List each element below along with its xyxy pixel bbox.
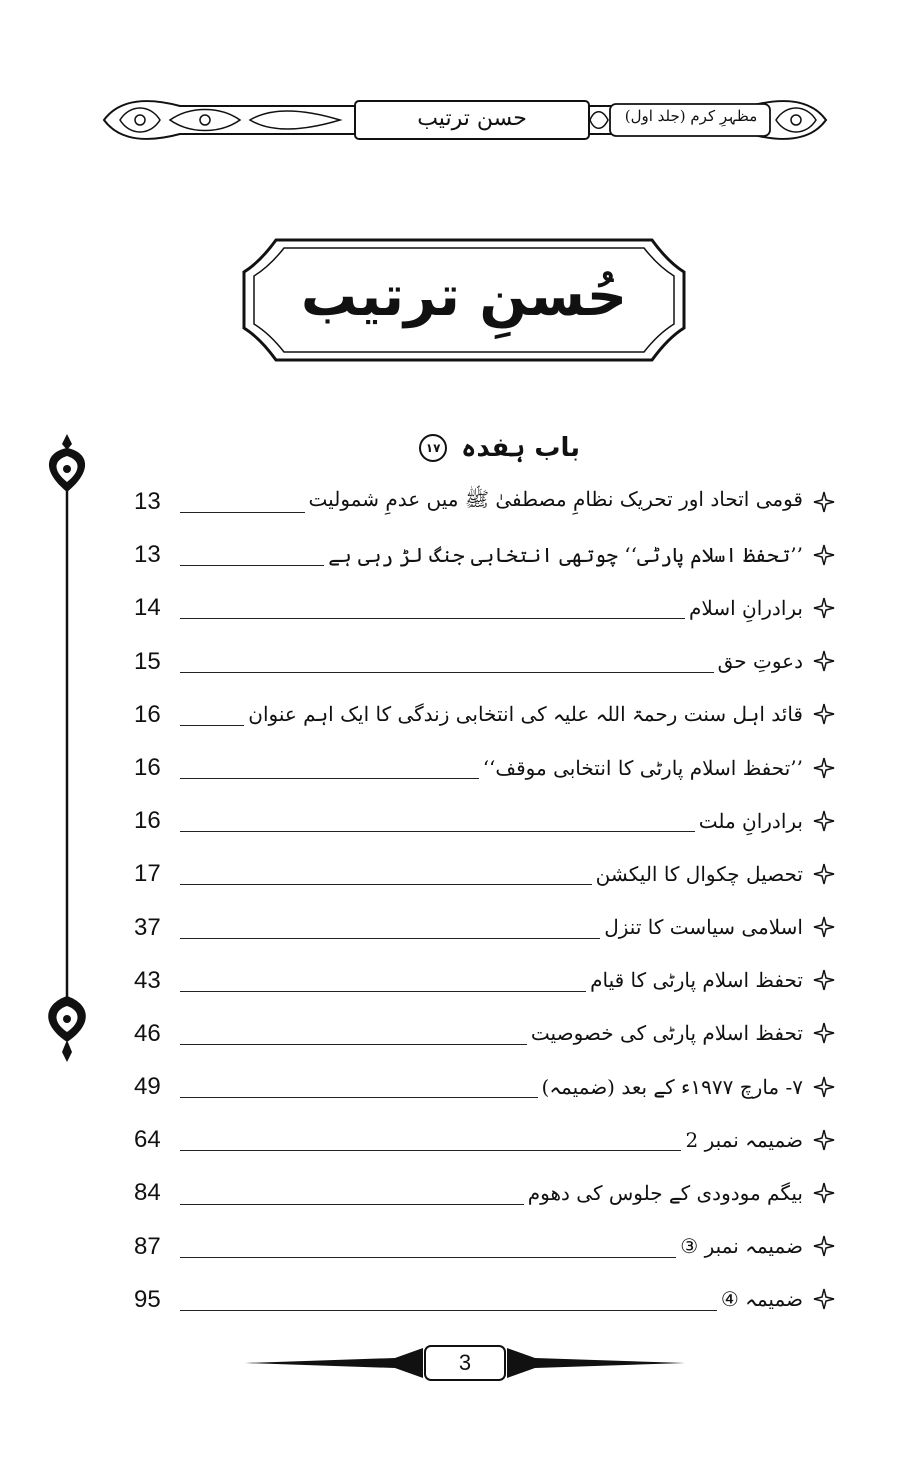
- toc-page-number: 13: [134, 488, 161, 515]
- toc-title: برادرانِ اسلام: [689, 595, 803, 620]
- toc-row[interactable]: [130, 581, 835, 634]
- star-bullet-icon: [813, 650, 835, 672]
- toc-page-number: 14: [134, 594, 161, 622]
- toc-row[interactable]: [130, 954, 835, 1007]
- toc-leader: [180, 1097, 538, 1098]
- star-bullet-icon: [813, 1182, 835, 1204]
- toc-row[interactable]: [130, 1166, 835, 1219]
- toc-row[interactable]: [130, 901, 835, 954]
- toc-leader: [180, 1044, 527, 1045]
- toc-row[interactable]: [130, 528, 835, 581]
- toc-page-number: 46: [134, 1019, 161, 1047]
- toc-leader: [180, 938, 600, 939]
- toc-title: برادرانِ ملت: [698, 808, 803, 833]
- chapter-label: باب ہفدہ: [461, 433, 580, 463]
- toc-title: ضمیمہ نمبر 2: [685, 1127, 803, 1152]
- star-bullet-icon: [813, 863, 835, 885]
- star-bullet-icon: [813, 1076, 835, 1098]
- star-bullet-icon: [813, 1235, 835, 1257]
- toc-page-number: 13: [134, 541, 161, 569]
- toc-title: قائد اہل سنت رحمۃ اللہ علیہ کی انتخابی زندگی کا ایک اہم عنوان: [248, 702, 803, 727]
- toc-page-number: 49: [134, 1073, 161, 1101]
- toc-title: دعوتِ حق: [717, 649, 803, 674]
- toc-page-number: 37: [134, 913, 161, 941]
- toc-title: اسلامی سیاست کا تنزل: [604, 915, 803, 940]
- toc-title: تحفظ اسلام پارٹی کی خصوصیت: [530, 1021, 803, 1046]
- toc-leader: [180, 1310, 717, 1311]
- toc-page-number: 84: [134, 1179, 161, 1207]
- star-bullet-icon: [813, 1022, 835, 1044]
- header-book-name: مظہرِ کرم (جلد اول): [624, 107, 758, 125]
- toc-title: قومی اتحاد اور تحریک نظامِ مصطفیٰ ﷺ میں عدمِ شمولیت: [308, 487, 803, 512]
- toc-row[interactable]: [130, 1113, 835, 1166]
- star-bullet-icon: [813, 544, 835, 566]
- toc-row[interactable]: [130, 1060, 835, 1113]
- title-plaque: [240, 232, 688, 368]
- toc-leader: [180, 725, 244, 726]
- toc-row[interactable]: [130, 1007, 835, 1060]
- toc-page-number: 16: [134, 807, 161, 835]
- chapter-number: ١٧: [419, 434, 447, 462]
- toc-row[interactable]: [130, 847, 835, 900]
- toc-title: ضمیمہ نمبر ③: [680, 1234, 803, 1259]
- star-bullet-icon: [813, 491, 835, 513]
- toc-title: ’’تحفظ اسلام پارٹی کا انتخابی موقف‘‘: [482, 755, 803, 780]
- toc-page-number: 64: [134, 1126, 161, 1154]
- side-ornament: [38, 430, 96, 1070]
- toc-leader: [180, 1150, 681, 1151]
- star-bullet-icon: [813, 703, 835, 725]
- toc-row[interactable]: [130, 688, 835, 741]
- toc-leader: [180, 565, 324, 566]
- chapter-heading: [380, 428, 580, 468]
- page-number: 3: [458, 1350, 472, 1375]
- star-bullet-icon: [813, 969, 835, 991]
- toc-leader: [180, 831, 695, 832]
- star-bullet-icon: [813, 597, 835, 619]
- toc-page-number: 17: [134, 860, 161, 888]
- page-footer: [245, 1338, 685, 1388]
- toc-leader: [180, 512, 305, 513]
- toc-title: ضمیمہ ④: [720, 1287, 803, 1312]
- toc-row[interactable]: [130, 794, 835, 847]
- toc-leader: [180, 1204, 524, 1205]
- vertical-ornament-icon: [38, 430, 96, 1070]
- toc-title: تحصیل چکوال کا الیکشن: [595, 861, 803, 886]
- toc-row[interactable]: [130, 635, 835, 688]
- page-title: حُسنِ ترتیب: [300, 264, 628, 329]
- toc-page-number: 16: [134, 700, 161, 728]
- toc-title: بیگم مودودی کے جلوس کی دھوم: [527, 1181, 803, 1206]
- star-bullet-icon: [813, 757, 835, 779]
- toc-leader: [180, 991, 586, 992]
- toc-leader: [180, 618, 685, 619]
- star-bullet-icon: [813, 810, 835, 832]
- toc-title: ’’تحفظ اسلام پارٹی‘‘ چوتھی انتخابی جنگ لڑ رہی ہے: [328, 542, 803, 567]
- toc-title: تحفظ اسلام پارٹی کا قیام: [590, 968, 803, 993]
- toc-leader: [180, 778, 479, 779]
- toc-row[interactable]: [130, 1273, 835, 1326]
- table-of-contents: [130, 475, 835, 1326]
- toc-page-number: 16: [134, 753, 161, 781]
- toc-page-number: 15: [134, 647, 161, 675]
- star-bullet-icon: [813, 1129, 835, 1151]
- toc-row[interactable]: [130, 741, 835, 794]
- toc-leader: [180, 672, 714, 673]
- star-bullet-icon: [813, 916, 835, 938]
- header-title: حسن ترتیب: [417, 106, 527, 131]
- star-bullet-icon: [813, 1288, 835, 1310]
- toc-row[interactable]: [130, 1220, 835, 1273]
- toc-page-number: 87: [134, 1232, 161, 1260]
- toc-row[interactable]: [130, 475, 835, 528]
- page-header: [100, 92, 830, 148]
- toc-page-number: 95: [134, 1285, 161, 1313]
- toc-title: ۷- مارچ ۱۹۷۷ء کے بعد (ضمیمہ): [541, 1074, 803, 1099]
- toc-leader: [180, 884, 592, 885]
- toc-leader: [180, 1257, 676, 1258]
- toc-page-number: 43: [134, 966, 161, 994]
